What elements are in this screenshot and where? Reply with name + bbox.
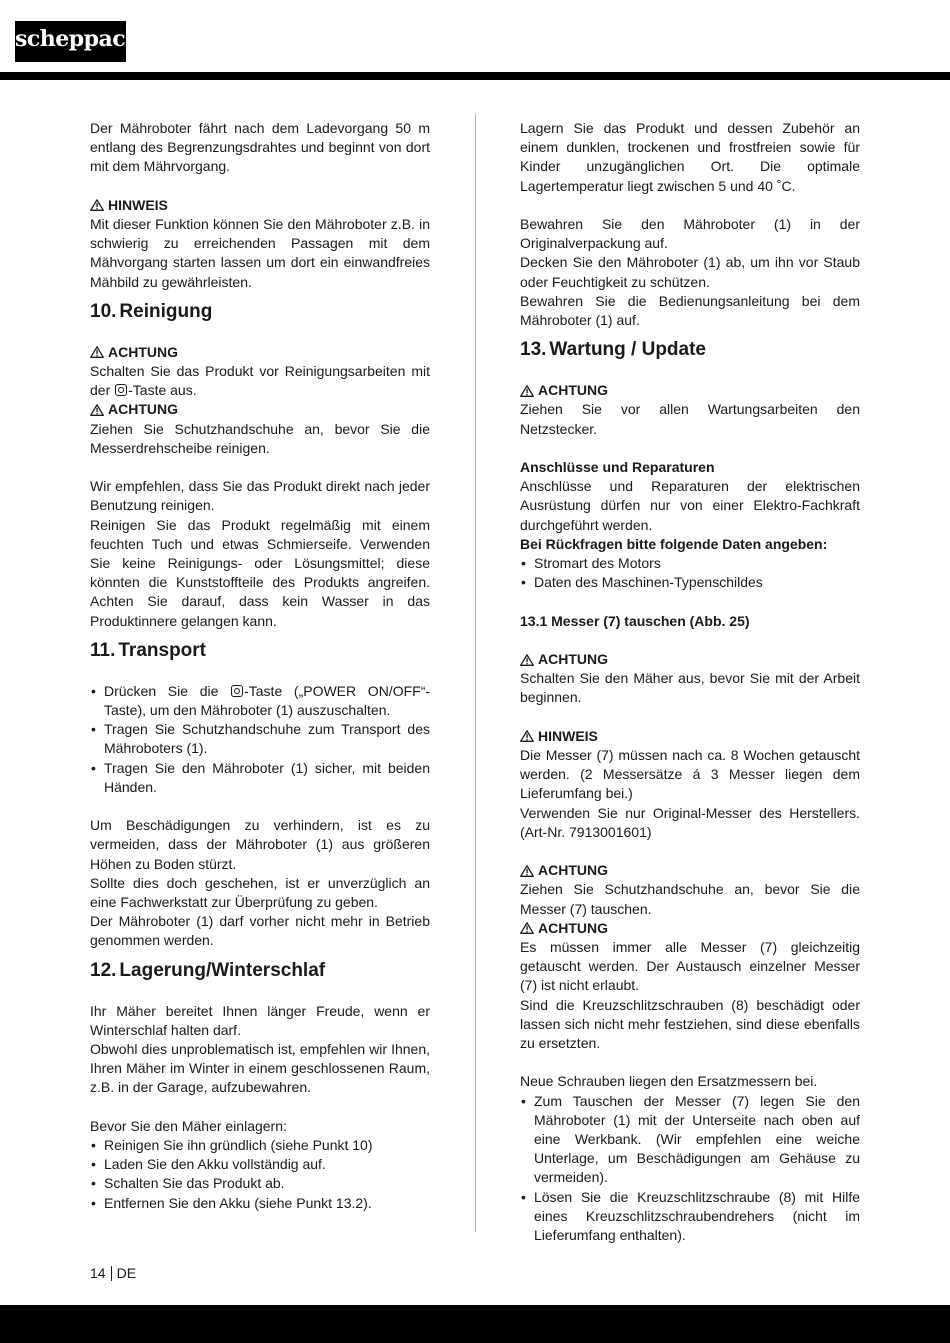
footer-separator [111, 1266, 112, 1281]
achtung-text: Ziehen Sie Schutzhandschuhe an, bevor Sie die Messer (7) tauschen. [520, 881, 860, 917]
hinweis-label: HINWEIS [90, 196, 430, 215]
list-item: • Tragen Sie den Mähroboter (1) sicher, mit beiden Händen. [90, 759, 430, 797]
subsection-title: 13.1 Messer (7) tauschen (Abb. 25) [520, 612, 750, 629]
achtung-text: Schalten Sie das Produkt vor Reinigungsarbeiten mit der -Taste aus. [90, 363, 430, 399]
achtung-label: ACHTUNG [520, 861, 860, 880]
storage-paragraph: Bewahren Sie den Mähroboter (1) in der Originalverpackung auf. [520, 216, 860, 252]
hinweis-text: Mit dieser Funktion können Sie den Mähroboter z.B. in schwierig zu erreichenden Passagen mit dem Mähvorgang starten lassen um dort ein einwandfreies Mähbild zu gewährleisten. [90, 216, 430, 290]
transport-paragraph: Um Beschädigungen zu verhindern, ist es zu vermeiden, dass der Mähroboter (1) aus größeren Höhen zu Boden stürzt. [90, 817, 430, 872]
warning-icon [520, 385, 534, 397]
power-button-icon [115, 384, 127, 396]
brand-logo-text: scheppach [15, 26, 141, 52]
list-item: • Lösen Sie die Kreuzschlitzschraube (8) mit Hilfe eines Kreuzschlitzschraubendrehers (nicht im Lieferumfang enthalten). [520, 1188, 860, 1246]
achtung-label: ACHTUNG [90, 343, 430, 362]
column-divider [475, 114, 476, 1232]
achtung-label: ACHTUNG [520, 381, 860, 400]
list-item: • Zum Tauschen der Messer (7) legen Sie den Mähroboter (1) mit der Unterseite nach oben auf eine Werkbank. (Wir empfehlen eine weiche Unterlage, um Beschädigungen am Gehäuse zu vermeiden). [520, 1092, 860, 1188]
list-item: • Drücken Sie die -Taste („POWER ON/OFF“-Taste), um den Mähroboter (1) auszuschalten. [90, 682, 430, 720]
steps-list [520, 1092, 860, 1246]
achtung-text: Ziehen Sie Schutzhandschuhe an, bevor Sie die Messerdrehscheibe reinigen. [90, 420, 430, 456]
warning-icon [520, 730, 534, 742]
page-footer [90, 1265, 136, 1281]
right-column [520, 119, 860, 1245]
hinweis-text: Die Messer (7) müssen nach ca. 8 Wochen getauscht werden. (2 Messersätze á 3 Messer liegen dem Lieferumfang bei.) [520, 747, 860, 802]
storage-paragraph: Lagern Sie das Produkt und dessen Zubehör an einem dunklen, trockenen und frostfreien sowie für Kinder unzugänglichen Ort. Die optimale Lagertemperatur liegt zwischen 5 und 40 ˚C. [520, 120, 860, 194]
transport-list [90, 682, 430, 797]
achtung-text: Ziehen Sie vor allen Wartungsarbeiten den Netzstecker. [520, 401, 860, 437]
section-heading-transport: 11. Transport [90, 639, 206, 661]
storage-paragraph: Ihr Mäher bereitet Ihnen länger Freude, wenn er Winterschlaf halten darf. [90, 1002, 430, 1038]
section-heading-wartung: 13. Wartung / Update [520, 339, 706, 361]
transport-paragraph: Der Mähroboter (1) darf vorher nicht mehr in Betrieb genommen werden. [90, 913, 430, 949]
achtung-label: ACHTUNG [520, 650, 860, 669]
new-screws-paragraph: Neue Schrauben liegen den Ersatzmessern bei. [520, 1073, 818, 1090]
screws-paragraph: Sind die Kreuzschlitzschrauben (8) beschädigt oder lassen sich nicht mehr festziehen, sind diese ebenfalls zu ersetzten. [520, 996, 860, 1052]
achtung-label: ACHTUNG [520, 919, 860, 938]
list-item: • Schalten Sie das Produkt ab. [90, 1174, 430, 1193]
achtung-text: Schalten Sie den Mäher aus, bevor Sie mit der Arbeit beginnen. [520, 670, 860, 706]
section-heading-lagerung: 12. Lagerung/Winterschlaf [90, 959, 326, 981]
power-button-icon [231, 685, 243, 697]
storage-paragraph: Bewahren Sie die Bedienungsanleitung bei dem Mähroboter (1) auf. [520, 292, 860, 329]
page-number: 14 [90, 1265, 106, 1281]
warning-icon [90, 404, 104, 416]
achtung-text: Es müssen immer alle Messer (7) gleichzeitig getauscht werden. Der Austausch einzelner Messer (7) ist nicht erlaubt. [520, 939, 860, 994]
repair-title: Anschlüsse und Reparaturen [520, 459, 715, 476]
list-item: • Laden Sie den Akku vollständig auf. [90, 1155, 430, 1174]
storage-list [90, 1136, 430, 1213]
questions-title: Bei Rückfragen bitte folgende Daten angeben: [520, 535, 828, 552]
brand-logo [15, 21, 141, 62]
list-item: • Entfernen Sie den Akku (siehe Punkt 13.2). [90, 1194, 430, 1213]
section-heading-reinigung: 10. Reinigung [90, 300, 213, 322]
list-item: • Reinigen Sie ihn gründlich (siehe Punkt 10) [90, 1136, 430, 1155]
hinweis-text: Verwenden Sie nur Original-Messer des Herstellers. (Art-Nr. 7913001601) [520, 804, 860, 840]
storage-paragraph: Obwohl dies unproblematisch ist, empfehlen wir Ihnen, Ihren Mäher im Winter in einem geschlossenen Raum, z.B. in der Garage, aufzubewahren. [90, 1041, 430, 1096]
list-item: • Tragen Sie Schutzhandschuhe zum Transport des Mähroboters (1). [90, 720, 430, 758]
list-item: • Stromart des Motors [520, 554, 860, 573]
intro-paragraph: Der Mähroboter fährt nach dem Ladevorgang 50 m entlang des Begrenzungsdrahtes und beginnt von dort mit dem Mährvorgang. [90, 120, 430, 175]
header-bar [0, 72, 950, 80]
storage-paragraph: Decken Sie den Mähroboter (1) ab, um ihn vor Staub oder Feuchtigkeit zu schützen. [520, 254, 860, 290]
warning-icon [520, 654, 534, 666]
transport-paragraph: Sollte dies doch geschehen, ist er unverzüglich an eine Fachwerkstatt zur Überprüfung zu geben. [90, 874, 430, 911]
warning-icon [90, 346, 104, 358]
hinweis-label: HINWEIS [520, 727, 860, 746]
repair-text: Anschlüsse und Reparaturen der elektrischen Ausrüstung dürfen nur von einer Elektro-Fachkraft durchgeführt werden. [520, 478, 860, 533]
achtung-label: ACHTUNG [90, 400, 430, 419]
questions-list [520, 554, 860, 592]
cleaning-paragraph: Reinigen Sie das Produkt regelmäßig mit einem feuchten Tuch und etwas Schmierseife. Verwenden Sie keine Reinigungs- oder Lösungsmittel; diese könnten die Kunststoffteile des Produkts angreifen. Achten Sie darauf, dass kein Wasser in das Produktinnere gelangen kann. [90, 516, 430, 629]
left-column [90, 119, 430, 1213]
footer-bar [0, 1305, 950, 1343]
warning-icon [90, 199, 104, 211]
warning-icon [520, 922, 534, 934]
list-item: • Daten des Maschinen-Typenschildes [520, 573, 860, 592]
warning-icon [520, 865, 534, 877]
cleaning-paragraph: Wir empfehlen, dass Sie das Produkt direkt nach jeder Benutzung reinigen. [90, 478, 430, 514]
language-code: DE [116, 1265, 137, 1281]
storage-paragraph: Bevor Sie den Mäher einlagern: [90, 1117, 287, 1134]
